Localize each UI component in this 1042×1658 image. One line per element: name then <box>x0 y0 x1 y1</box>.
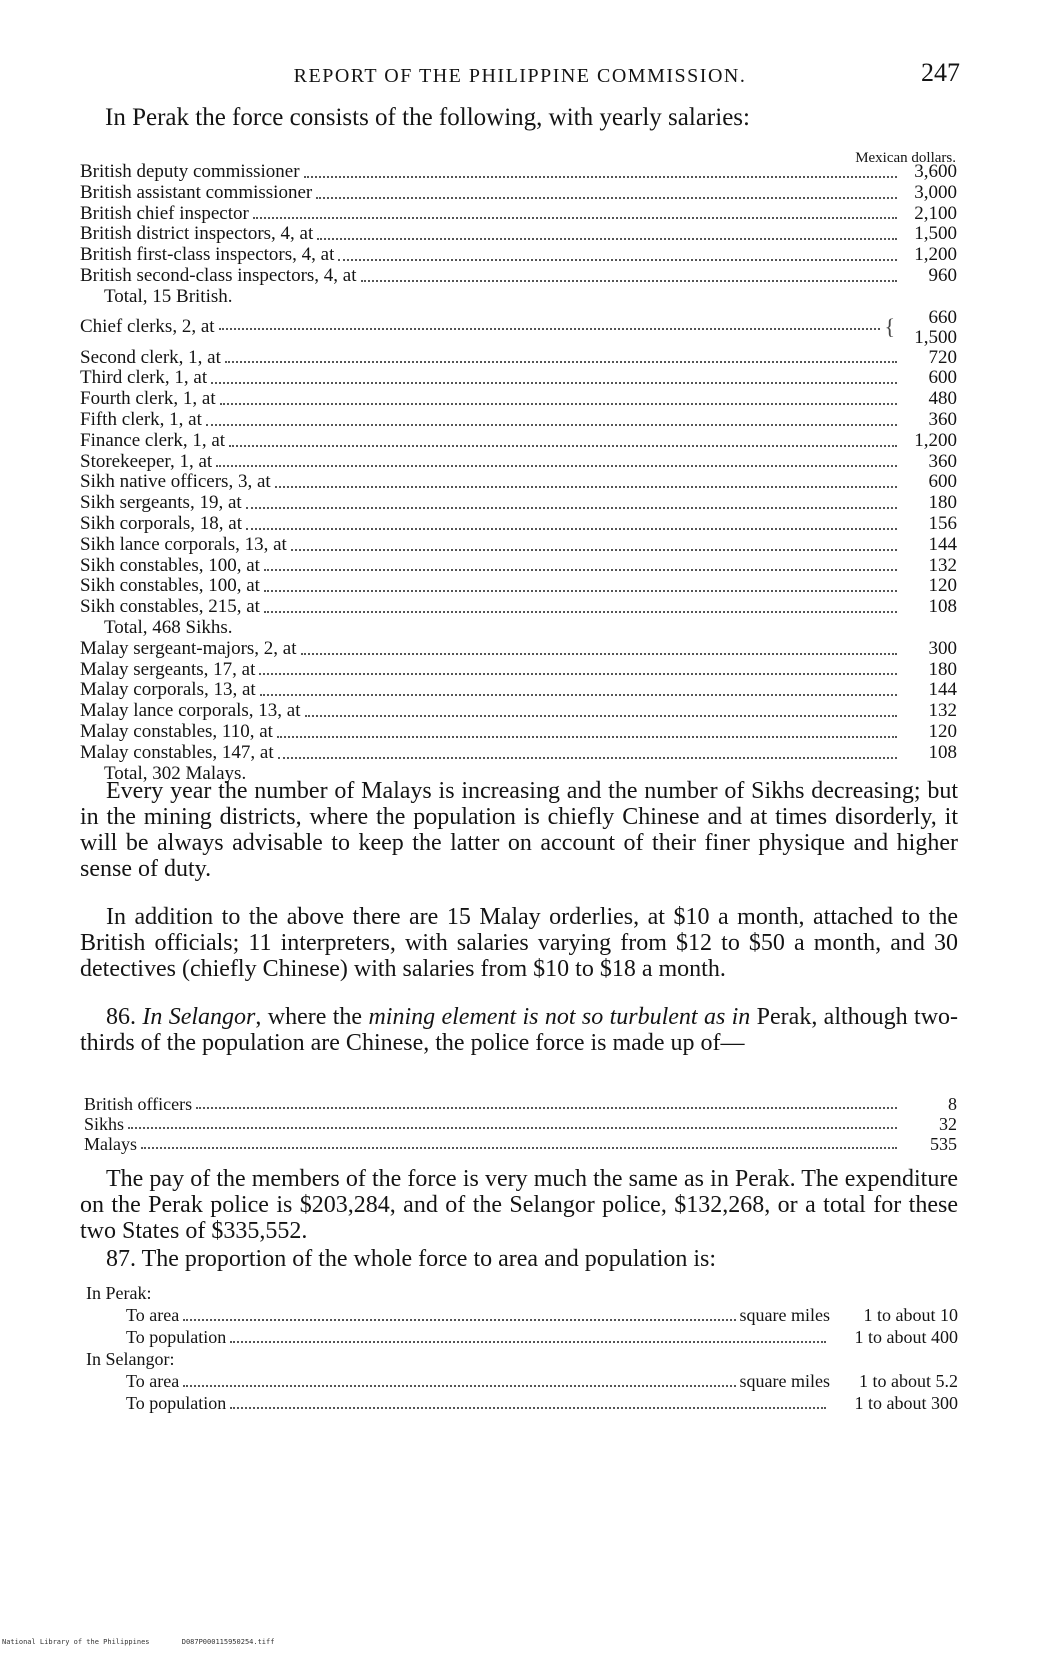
paragraph-text: , where the <box>255 1004 369 1030</box>
table-row <box>80 410 957 431</box>
row-label: Third clerk, 1, at <box>80 367 208 389</box>
row-label: Malay constables, 110, at <box>80 720 273 742</box>
table-total-row <box>80 618 957 639</box>
footer-library: National Library of the Philippines <box>2 1638 150 1646</box>
paragraph-proportion <box>80 1246 958 1272</box>
table-row <box>80 204 957 225</box>
row-value: 132 <box>928 700 957 722</box>
row-label: British district inspectors, 4, at <box>80 223 314 245</box>
row-value: 132 <box>928 554 957 576</box>
leader-dots <box>183 1377 735 1387</box>
table-total-row <box>80 287 957 308</box>
leader-dots <box>304 168 897 178</box>
row-label: Sikh corporals, 18, at <box>80 512 243 534</box>
leader-dots <box>305 707 897 717</box>
paragraph-text: 87. The proportion of the whole force to area and population is: <box>106 1246 717 1272</box>
table-row <box>80 162 957 183</box>
row-value: 300 <box>928 637 957 659</box>
column-header-currency: Mexican dollars. <box>855 150 956 166</box>
table-row <box>80 431 957 452</box>
row-label: British officers <box>84 1094 193 1114</box>
leader-dots <box>277 728 897 738</box>
row-label: Finance clerk, 1, at <box>80 429 226 451</box>
italic-text: In Selangor <box>142 1004 256 1030</box>
selangor-force-table <box>84 1094 957 1154</box>
row-label: Fourth clerk, 1, at <box>80 388 216 410</box>
leader-dots <box>361 272 897 282</box>
table-row <box>80 556 957 577</box>
row-label: Malay lance corporals, 13, at <box>80 700 301 722</box>
leader-dots <box>275 478 897 488</box>
row-label: Sikhs <box>84 1114 125 1134</box>
row-value: 1,500 <box>914 223 957 245</box>
row-label: Malay sergeant-majors, 2, at <box>80 637 297 659</box>
proportion-result: 1 to about 10 <box>863 1305 958 1325</box>
table-row <box>80 535 957 556</box>
row-value: 660 <box>928 306 957 328</box>
row-value: 180 <box>928 492 957 514</box>
leader-dots <box>246 520 897 530</box>
scan-footer <box>2 1638 302 1646</box>
row-label: Sikh constables, 215, at <box>80 596 260 618</box>
perak-salary-table <box>80 162 957 784</box>
total-label: Total, 302 Malays. <box>104 762 247 784</box>
section-number: 86. <box>106 1004 136 1030</box>
proportion-result: 1 to about 300 <box>854 1393 958 1413</box>
leader-dots <box>225 353 897 363</box>
row-value: 108 <box>928 741 957 763</box>
table-row <box>80 639 957 660</box>
row-value: 120 <box>928 720 957 742</box>
leader-dots <box>317 230 897 240</box>
leader-dots <box>196 1099 897 1109</box>
proportion-table <box>86 1282 958 1414</box>
table-row <box>80 245 957 266</box>
row-value: 144 <box>928 533 957 555</box>
table-row <box>80 493 957 514</box>
table-row <box>80 389 957 410</box>
row-label: Sikh sergeants, 19, at <box>80 492 242 514</box>
table-row <box>80 597 957 618</box>
table-row <box>80 266 957 287</box>
leader-dots <box>229 437 897 447</box>
table-row <box>80 514 957 535</box>
italic-text: mining element is not so turbulent as in <box>368 1004 751 1030</box>
leader-dots <box>291 541 897 551</box>
paragraph-text: Every year the number of Malays is increasing and the number of Sikhs decreasing; but in the mining districts, where the population is chiefly Chinese and at times disorderly, it will be always advisable to keep the latter on account of their finer physique and higher sense of duty. <box>80 778 958 882</box>
table-row <box>80 224 957 245</box>
row-label: Sikh constables, 100, at <box>80 554 260 576</box>
table-row <box>80 472 957 493</box>
row-label: Malays <box>84 1134 137 1154</box>
row-label: Second clerk, 1, at <box>80 346 221 368</box>
row-label: Storekeeper, 1, at <box>80 450 213 472</box>
row-label: British chief inspector <box>80 202 249 224</box>
row-label: Malay corporals, 13, at <box>80 679 256 701</box>
total-label: Total, 15 British. <box>104 285 233 307</box>
row-label: Sikh native officers, 3, at <box>80 471 271 493</box>
table-row <box>80 452 957 473</box>
table-row <box>80 183 957 204</box>
running-title: REPORT OF THE PHILIPPINE COMMISSION. <box>293 65 747 87</box>
leader-dots <box>259 665 897 675</box>
row-label: Fifth clerk, 1, at <box>80 408 202 430</box>
table-row <box>80 660 957 681</box>
proportion-label: To area <box>126 1371 180 1391</box>
proportion-unit: square miles <box>739 1305 830 1325</box>
row-value: 180 <box>928 658 957 680</box>
paragraph-text: The pay of the members of the force is very much the same as in Perak. The expenditure on the Perak police is $203,284, and of the Selangor police, $132,268, or a total for these two States of $335,552. <box>80 1166 958 1244</box>
proportion-result: 1 to about 400 <box>854 1327 958 1347</box>
proportion-label: To area <box>126 1305 180 1325</box>
paragraph-text: Perak, although two-thirds of the population are Chinese, the police force is made up of— <box>80 1004 959 1056</box>
paragraph-malays-sikhs <box>80 778 958 882</box>
row-value: 960 <box>928 264 957 286</box>
row-value: 360 <box>928 408 957 430</box>
row-value: 2,100 <box>914 202 957 224</box>
row-value: 535 <box>930 1134 957 1154</box>
leader-dots <box>206 416 897 426</box>
row-label: British deputy commissioner <box>80 161 300 182</box>
row-value: 120 <box>928 575 957 597</box>
table-row <box>80 743 957 764</box>
row-value: 1,200 <box>914 429 957 451</box>
proportion-row <box>86 1304 958 1326</box>
proportion-row <box>86 1392 958 1414</box>
leader-dots <box>301 645 898 655</box>
intro-line: In Perak the force consists of the following, with yearly salaries: <box>105 104 750 131</box>
table-row <box>80 308 957 348</box>
table-row <box>84 1094 957 1114</box>
leader-dots <box>141 1139 897 1149</box>
table-row <box>80 701 957 722</box>
proportion-label: To population <box>126 1327 227 1347</box>
leader-dots <box>260 686 897 696</box>
total-label: Total, 468 Sikhs. <box>104 616 233 638</box>
proportion-row <box>86 1370 958 1392</box>
row-value: 144 <box>928 679 957 701</box>
proportion-unit: square miles <box>739 1371 830 1391</box>
leader-dots <box>264 582 897 592</box>
table-row <box>80 576 957 597</box>
brace-mark: { <box>884 314 895 340</box>
row-values <box>901 308 957 348</box>
leader-dots <box>264 561 897 571</box>
row-value: 1,200 <box>914 244 957 266</box>
row-value: 8 <box>948 1094 957 1114</box>
row-value: 600 <box>928 471 957 493</box>
row-value: 108 <box>928 596 957 618</box>
row-value: 480 <box>928 388 957 410</box>
leader-dots <box>246 499 897 509</box>
row-label: Chief clerks, 2, at <box>80 316 215 338</box>
leader-dots <box>230 1333 826 1343</box>
leader-dots <box>253 209 897 219</box>
table-row <box>80 680 957 701</box>
leader-dots <box>216 457 897 467</box>
proportion-label: To population <box>126 1393 227 1413</box>
leader-dots <box>338 251 897 261</box>
state-heading: In Selangor: <box>86 1349 175 1369</box>
leader-dots <box>230 1399 826 1409</box>
paragraph-selangor <box>80 1004 958 1056</box>
table-row <box>80 368 957 389</box>
paragraph-expenditure <box>80 1166 958 1244</box>
leader-dots <box>128 1119 897 1129</box>
leader-dots <box>316 189 897 199</box>
row-label: Sikh constables, 100, at <box>80 575 260 597</box>
row-label: British assistant commissioner <box>80 181 313 203</box>
leader-dots <box>264 603 897 613</box>
row-value: 3,000 <box>914 181 957 203</box>
table-row <box>84 1114 957 1134</box>
proportion-row <box>86 1326 958 1348</box>
leader-dots <box>220 395 897 405</box>
leader-dots <box>183 1311 735 1321</box>
row-value: 156 <box>928 512 957 534</box>
leader-dots <box>278 749 897 759</box>
footer-file-id: D087P000115950254.tiff <box>181 1638 275 1646</box>
row-label: Sikh lance corporals, 13, at <box>80 533 287 555</box>
row-value: 1,500 <box>914 326 957 348</box>
row-value: 3,600 <box>914 161 957 182</box>
row-label: British first-class inspectors, 4, at <box>80 244 335 266</box>
page-number: 247 <box>921 58 960 87</box>
paragraph-additional-staff <box>80 904 958 982</box>
table-row <box>84 1134 957 1154</box>
table-row <box>80 348 957 369</box>
row-value: 32 <box>939 1114 957 1134</box>
row-value: 360 <box>928 450 957 472</box>
leader-dots <box>219 320 881 330</box>
leader-dots <box>211 374 897 384</box>
row-label: Malay constables, 147, at <box>80 741 274 763</box>
table-row <box>80 722 957 743</box>
running-header <box>80 52 960 88</box>
row-label: Malay sergeants, 17, at <box>80 658 256 680</box>
row-value: 720 <box>928 346 957 368</box>
state-heading: In Perak: <box>86 1283 152 1303</box>
proportion-result: 1 to about 5.2 <box>859 1371 958 1391</box>
row-value: 600 <box>928 367 957 389</box>
row-label: British second-class inspectors, 4, at <box>80 264 357 286</box>
paragraph-text: In addition to the above there are 15 Malay orderlies, at $10 a month, attached to the British officials; 11 interpreters, with salaries varying from $12 to $50 a month, and 30 detectives (chiefly Chinese) with salaries from $10 to $18 a month. <box>80 904 958 982</box>
